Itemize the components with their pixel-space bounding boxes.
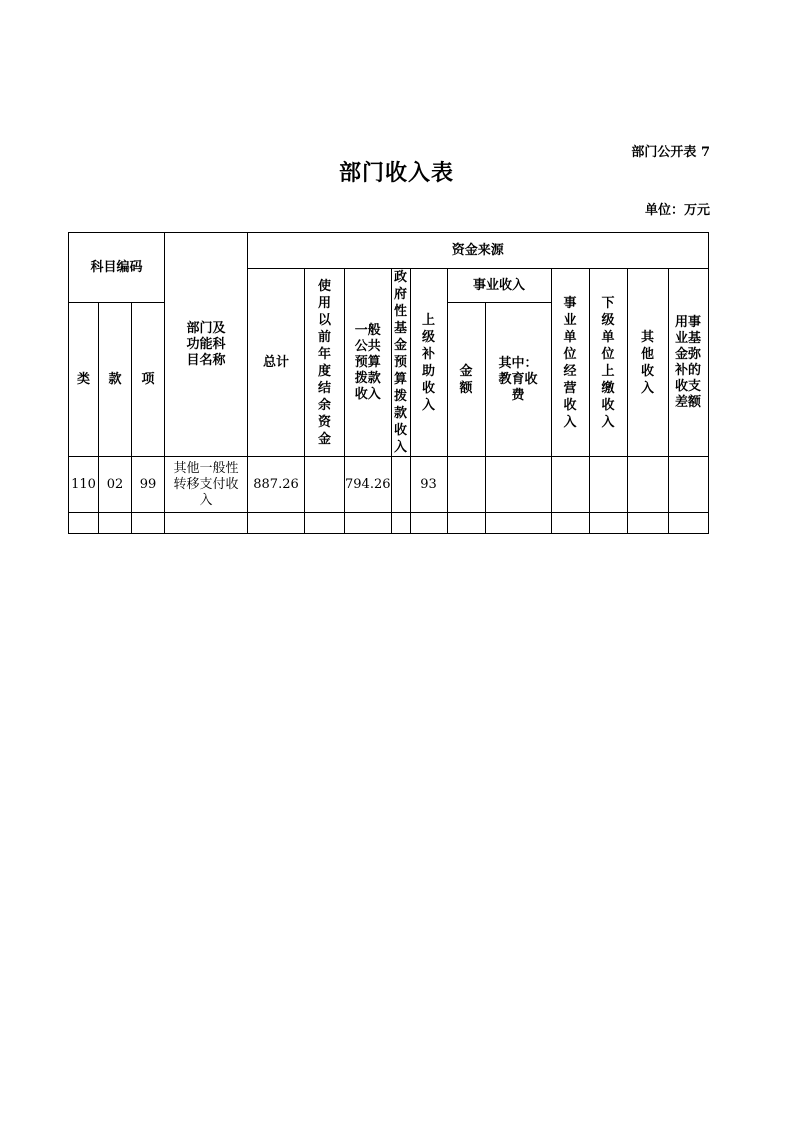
cell-higher-subsidy: 93 bbox=[410, 457, 447, 513]
header-xiang: 项 bbox=[132, 303, 165, 457]
cell-edu-fee bbox=[485, 513, 551, 534]
header-total: 总计 bbox=[248, 269, 305, 457]
cell-gov-fund bbox=[391, 513, 410, 534]
cell-name bbox=[165, 513, 248, 534]
cell-general-budget bbox=[345, 513, 392, 534]
header-subject-code: 科目编码 bbox=[69, 233, 165, 303]
table-row bbox=[69, 457, 709, 513]
cell-reserve-fund bbox=[668, 513, 708, 534]
cell-general-budget: 794.26 bbox=[345, 457, 392, 513]
header-amount: 金额 bbox=[447, 303, 485, 457]
cell-business-ops bbox=[551, 513, 589, 534]
cell-total bbox=[248, 513, 305, 534]
cell-xiang bbox=[132, 513, 165, 534]
cell-gov-fund bbox=[391, 457, 410, 513]
unit-label: 单位：万元 bbox=[644, 203, 710, 218]
header-gov-fund: 政府性基金预算拨款收入 bbox=[391, 269, 410, 457]
cell-amount bbox=[447, 513, 485, 534]
cell-business-ops bbox=[551, 457, 589, 513]
cell-higher-subsidy bbox=[410, 513, 447, 534]
header-higher-subsidy: 上级补助收入 bbox=[410, 269, 447, 457]
cell-prior-balance bbox=[305, 513, 345, 534]
page-title: 部门收入表 bbox=[338, 160, 454, 186]
table-row bbox=[69, 513, 709, 534]
header-prior-balance: 使用以前年度结余资金 bbox=[305, 269, 345, 457]
cell-amount bbox=[447, 457, 485, 513]
header-lower-remit: 下级单位上缴收入 bbox=[589, 269, 627, 457]
cell-edu-fee bbox=[485, 457, 551, 513]
header-other-income: 其他收入 bbox=[627, 269, 668, 457]
cell-other-income bbox=[627, 457, 668, 513]
header-business-ops: 事业单位经营收入 bbox=[551, 269, 589, 457]
cell-name: 其他一般性转移支付收入 bbox=[165, 457, 248, 513]
cell-lower-remit bbox=[589, 513, 627, 534]
header-fund-source: 资金来源 bbox=[248, 233, 709, 269]
header-reserve-fund: 用事业基金弥补的收支差额 bbox=[668, 269, 708, 457]
header-business-income: 事业收入 bbox=[447, 269, 551, 303]
cell-lei: 110 bbox=[69, 457, 99, 513]
cell-kuan: 02 bbox=[99, 457, 132, 513]
header-edu-fee: 其中：教育收费 bbox=[485, 303, 551, 457]
cell-lei bbox=[69, 513, 99, 534]
header-lei: 类 bbox=[69, 303, 99, 457]
header-kuan: 款 bbox=[99, 303, 132, 457]
cell-reserve-fund bbox=[668, 457, 708, 513]
header-dept-func-name: 部门及功能科目名称 bbox=[165, 233, 248, 457]
income-table bbox=[68, 232, 709, 534]
cell-prior-balance bbox=[305, 457, 345, 513]
cell-kuan bbox=[99, 513, 132, 534]
cell-total: 887.26 bbox=[248, 457, 305, 513]
cell-xiang: 99 bbox=[132, 457, 165, 513]
cell-lower-remit bbox=[589, 457, 627, 513]
header-general-budget: 一般公共预算拨款收入 bbox=[345, 269, 392, 457]
cell-other-income bbox=[627, 513, 668, 534]
form-number: 部门公开表 7 bbox=[631, 145, 710, 160]
